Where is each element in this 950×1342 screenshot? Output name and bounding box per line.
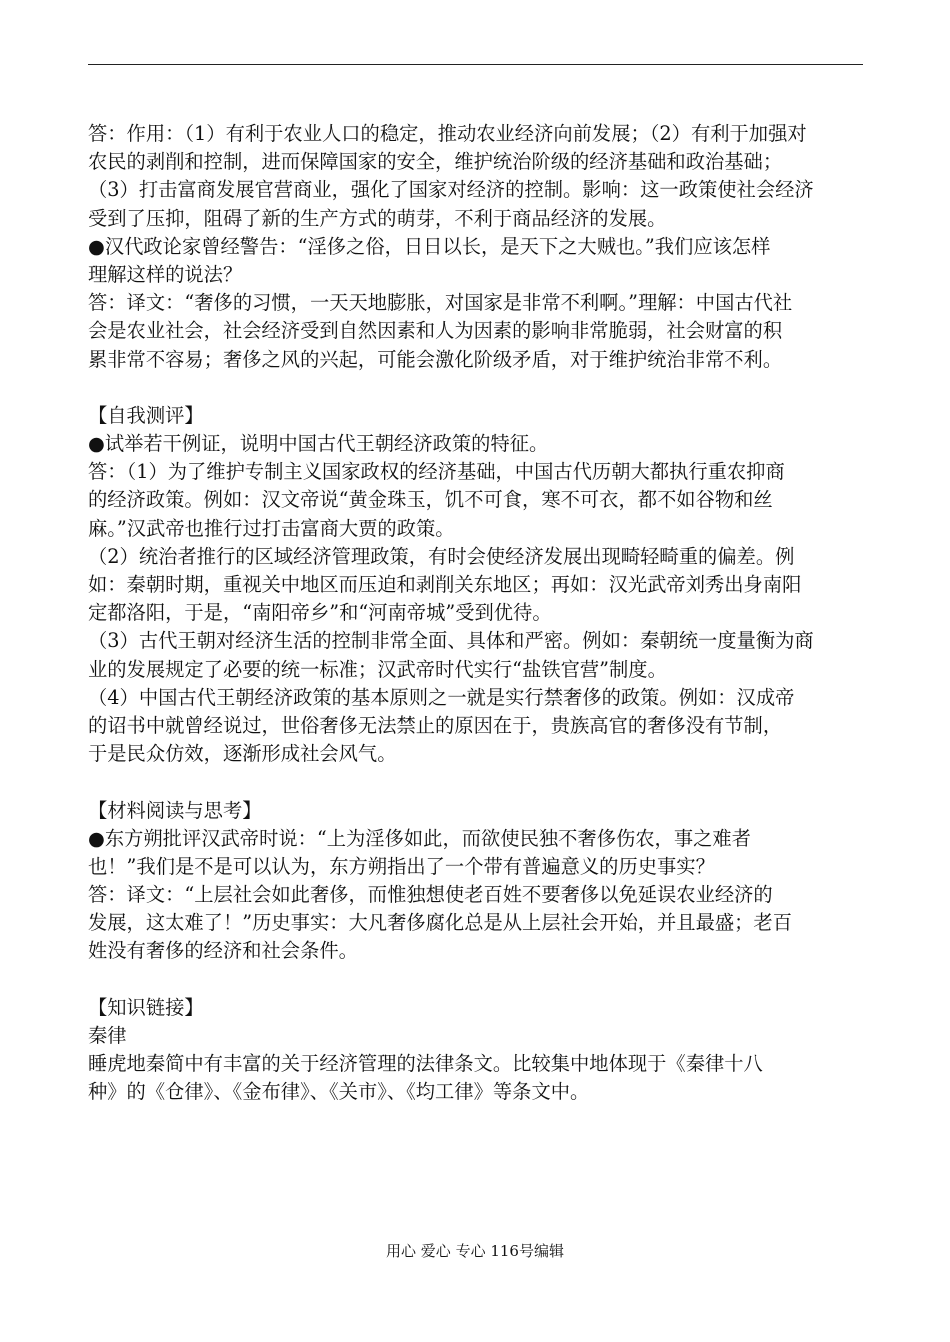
text-line: 的诏书中就曾经说过，世俗奢侈无法禁止的原因在于，贵族高官的奢侈没有节制， xyxy=(88,713,783,737)
section-self-assessment xyxy=(88,402,863,768)
header-rule xyxy=(88,64,863,65)
document-body xyxy=(88,120,863,1107)
text-line: （3）打击富商发展官营商业，强化了国家对经济的控制。影响：这一政策使社会经济 xyxy=(88,178,814,202)
text-line: （4）中国古代王朝经济政策的基本原则之一就是实行禁奢侈的政策。例如：汉成帝 xyxy=(88,685,795,709)
section-knowledge-link xyxy=(88,994,863,1107)
text-line: （3）古代王朝对经济生活的控制非常全面、具体和严密。例如：秦朝统一度量衡为商 xyxy=(88,629,814,653)
section-gap xyxy=(88,374,863,402)
text-line: 答：译文：“上层社会如此奢侈，而惟独想使老百姓不要奢侈以免延误农业经济的 xyxy=(88,883,773,907)
text-line: 姓没有奢侈的经济和社会条件。 xyxy=(88,939,358,963)
text-line: 受到了压抑，阻碍了新的生产方式的萌芽，不利于商品经济的发展。 xyxy=(88,206,667,230)
section-material-reading xyxy=(88,797,863,966)
text-line: 的经济政策。例如：汉文帝说“黄金珠玉，饥不可食，寒不可衣，都不如谷物和丝 xyxy=(88,488,773,512)
text-line: 麻。”汉武帝也推行过打击富商大贾的政策。 xyxy=(88,516,455,540)
text-line: 答：作用：（1）有利于农业人口的稳定，推动农业经济向前发展；（2）有利于加强对 xyxy=(88,122,807,145)
text-line: 答：译文：“奢侈的习惯，一天天地膨胀，对国家是非常不利啊。”理解：中国古代社 xyxy=(88,291,793,315)
text-line: 业的发展规定了必要的统一标准；汉武帝时代实行“盐铁官营”制度。 xyxy=(88,657,667,681)
answer-paragraph-1 xyxy=(88,120,863,374)
text-line: 种》的《仓律》、《金布律》、《关市》、《均工律》等条文中。 xyxy=(88,1080,590,1104)
text-line: 睡虎地秦简中有丰富的关于经济管理的法律条文。比较集中地体现于《秦律十八 xyxy=(88,1052,763,1076)
page-footer: 用心 爱心 专心 116号编辑 xyxy=(386,1242,564,1260)
text-line: 于是民众仿效，逐渐形成社会风气。 xyxy=(88,742,397,766)
question-line: ●东方朔批评汉武帝时说：“上为淫侈如此，而欲使民独不奢侈伤农，事之难者 xyxy=(88,826,751,850)
question-line: 也！”我们是不是可以认为，东方朔指出了一个带有普遍意义的历史事实？ xyxy=(88,854,715,878)
text-line: 答：（1）为了维护专制主义国家政权的经济基础，中国古代历朝大都执行重农抑商 xyxy=(88,460,785,484)
section-heading: 【自我测评】 xyxy=(88,403,204,427)
text-line: 会是农业社会，社会经济受到自然因素和人为因素的影响非常脆弱，社会财富的积 xyxy=(88,319,783,343)
text-line: 发展，这太难了！”历史事实：大凡奢侈腐化总是从上层社会开始，并且最盛；老百 xyxy=(88,911,792,935)
text-line: 定都洛阳，于是，“南阳帝乡”和“河南帝城”受到优待。 xyxy=(88,601,552,625)
section-heading: 【知识链接】 xyxy=(88,995,204,1019)
question-line: ●汉代政论家曾经警告：“淫侈之俗，日日以长，是天下之大贼也。”我们应该怎样 xyxy=(88,234,771,258)
section-gap xyxy=(88,966,863,994)
text-line: 累非常不容易；奢侈之风的兴起，可能会激化阶级矛盾，对于维护统治非常不利。 xyxy=(88,347,783,371)
question-line: 理解这样的说法？ xyxy=(88,262,243,286)
text-line: 如：秦朝时期，重视关中地区而压迫和剥削关东地区；再如：汉光武帝刘秀出身南阳 xyxy=(88,573,802,596)
section-heading: 【材料阅读与思考】 xyxy=(88,798,262,822)
subheading: 秦律 xyxy=(88,1024,127,1047)
question-line: ●试举若干例证，说明中国古代王朝经济政策的特征。 xyxy=(88,432,549,456)
text-line: 农民的剥削和控制，进而保障国家的安全，维护统治阶级的经济基础和政治基础； xyxy=(88,150,783,174)
section-gap xyxy=(88,768,863,796)
text-line: （2）统治者推行的区域经济管理政策，有时会使经济发展出现畸轻畸重的偏差。例 xyxy=(88,544,795,568)
